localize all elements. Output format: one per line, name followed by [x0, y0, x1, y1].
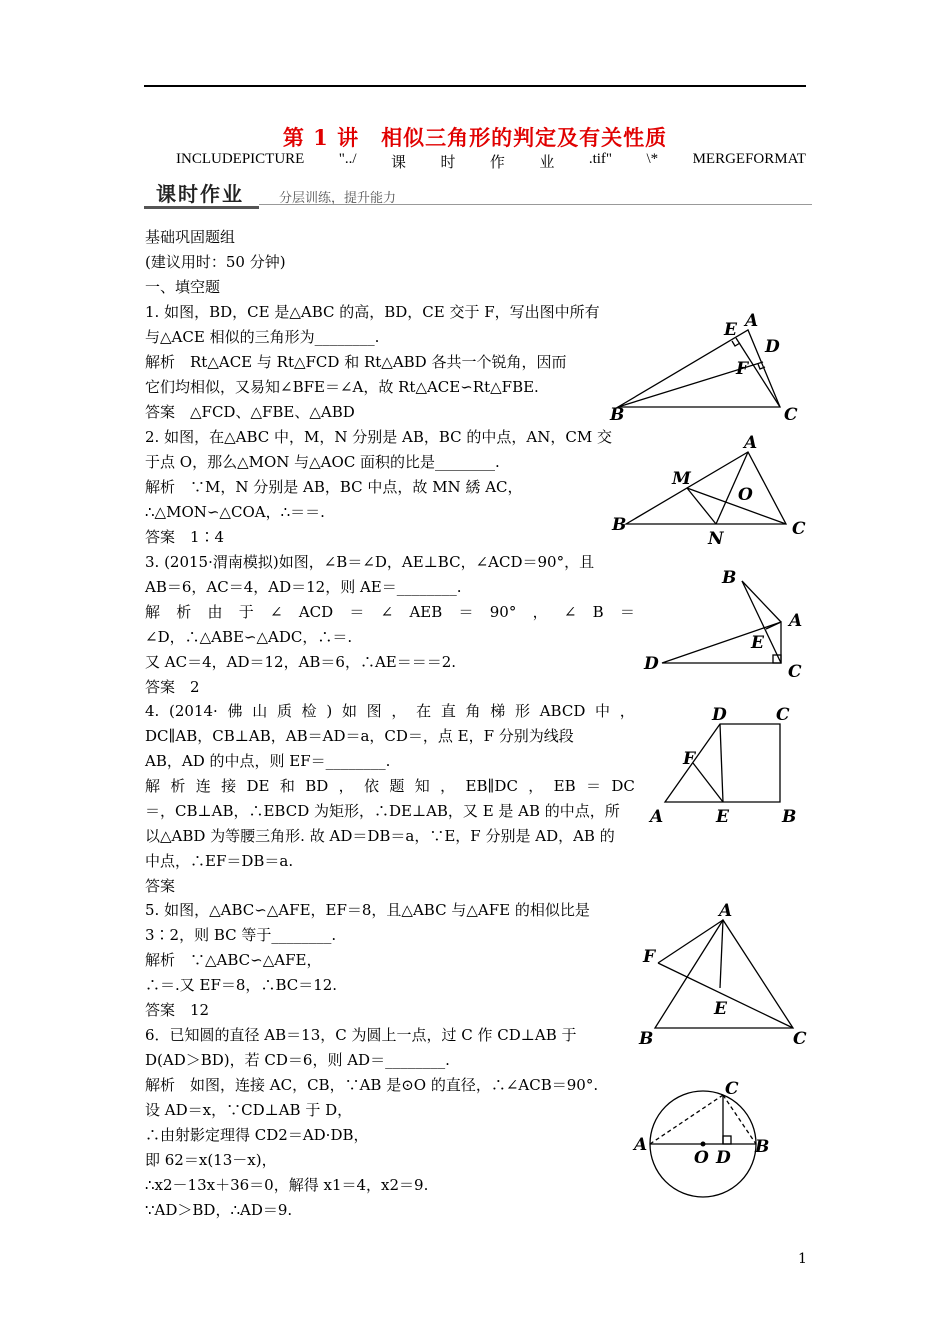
q3-line: AB＝6，AC＝4，AD＝12，则 AE＝________.	[145, 578, 462, 596]
figure-label: C	[784, 405, 798, 425]
q6-line: ∴x2－13x＋36＝0，解得 x1＝4，x2＝9.	[145, 1176, 429, 1194]
q3-line: 又 AC＝4，AD＝12，AB＝6，∴AE＝＝＝2.	[145, 653, 457, 671]
q1-line: 与△ACE 相似的三角形为________.	[145, 328, 380, 346]
q4-line: AB，AD 的中点，则 EF＝________.	[145, 752, 391, 770]
q6-line: 6．已知圆的直径 AB＝13，C 为圆上一点，过 C 作 CD⊥AB 于	[145, 1026, 577, 1044]
figure-label: D	[712, 705, 727, 725]
q6-line: 设 AD＝x，∵CD⊥AB 于 D，	[145, 1101, 353, 1119]
figure-label: D	[644, 654, 659, 674]
time-note: (建议用时：50 分钟)	[145, 253, 286, 271]
figure-label: C	[725, 1079, 739, 1099]
q5-line: 3∶2，则 BC 等于________.	[145, 926, 337, 944]
figure-label: M	[672, 469, 691, 489]
q2-line: ∴△MON∽△COA，∴＝＝.	[145, 503, 325, 521]
q5-line: 解析 ∵△ABC∽△AFE，	[145, 951, 322, 969]
field-code-token: .tif"	[588, 151, 613, 167]
figure-label: A	[745, 311, 759, 331]
figure-label: B	[610, 405, 625, 425]
figure-label: F	[643, 947, 656, 967]
field-code-token: 作	[489, 155, 505, 171]
q2-line: 2. 如图，在△ABC 中，M，N 分别是 AB，BC 的中点，AN，CM 交	[145, 428, 612, 446]
figure-label: C	[792, 519, 806, 539]
field-code-token: 业	[539, 155, 555, 171]
figure-label: B	[782, 807, 797, 827]
q2-line: 于点 O，那么△MON 与△AOC 面积的比是________.	[145, 453, 500, 471]
field-code-line	[176, 151, 806, 172]
q1-line: 解析 Rt△ACE 与 Rt△FCD 和 Rt△ABD 各共一个锐角，因而	[145, 353, 567, 371]
center-point	[701, 1142, 706, 1147]
banner-subtitle: 分层训练，提升能力	[279, 191, 397, 206]
figure-label: B	[755, 1137, 770, 1157]
figure-label: A	[719, 901, 733, 921]
q3-answer: 答案 2	[145, 678, 200, 696]
banner-label: 课时作业	[156, 182, 244, 206]
figure-3-triangles	[638, 566, 808, 684]
figure-5-triangles	[635, 898, 810, 1050]
q5-line: 5. 如图，△ABC∽△AFE，EF＝8，且△ABC 与△AFE 的相似比是	[145, 901, 590, 919]
figure-label: E	[714, 999, 727, 1019]
q4-answer: 答案	[145, 877, 176, 895]
q2-line: 解析 ∵M，N 分别是 AB，BC 中点，故 MN 綉 AC，	[145, 478, 523, 496]
q3-justified-line: 解 析 由 于 ∠ ACD ＝ ∠ AEB ＝ 90° ， ∠ B ＝	[145, 603, 635, 621]
figure-1-triangle	[608, 310, 808, 425]
q6-line: 解析 如图，连接 AC，CB，∵AB 是⊙O 的直径，∴∠ACB＝90°.	[145, 1076, 599, 1094]
figure-label: C	[776, 705, 790, 725]
figure-label: O	[738, 485, 753, 505]
figure-label: C	[788, 662, 802, 682]
section-heading: 一、填空题	[145, 278, 221, 296]
q6-line: D(AD＞BD)，若 CD＝6，则 AD＝________.	[145, 1051, 450, 1069]
q4-justified-line: 解 析 连 接 DE 和 BD ， 依 题 知 ， EB∥DC ， EB ＝ DC	[145, 777, 635, 795]
group-title: 基础巩固题组	[145, 228, 236, 246]
q6-line: ∴由射影定理得 CD2＝AD·DB，	[145, 1126, 369, 1144]
q3-line: 3. (2015·渭南模拟)如图，∠B＝∠D，AE⊥BC，∠ACD＝90°，且	[145, 553, 595, 571]
field-code-token: \*	[646, 151, 659, 167]
q1-answer: 答案 △FCD、△FBE、△ABD	[145, 403, 355, 421]
homework-banner	[144, 176, 812, 208]
field-code-token: INCLUDEPICTURE	[176, 151, 305, 167]
q2-answer: 答案 1∶4	[145, 528, 225, 546]
figure-label: E	[716, 807, 729, 827]
field-code-token: 课	[391, 155, 407, 171]
figure-label: N	[708, 529, 724, 549]
figure-label: A	[634, 1135, 648, 1155]
figure-label: B	[722, 568, 737, 588]
q1-line: 1. 如图，BD，CE 是△ABC 的高，BD，CE 交于 F，写出图中所有	[145, 303, 600, 321]
figure-label: D	[765, 337, 780, 357]
q4-line: 以△ABD 为等腰三角形. 故 AD＝DB＝a，∵E，F 分别是 AD，AB 的	[145, 827, 615, 845]
figure-label: A	[650, 807, 664, 827]
q5-answer: 答案 12	[145, 1001, 210, 1019]
page-number: 1	[798, 1251, 807, 1267]
figure-label: O	[694, 1148, 709, 1168]
figure-label: B	[639, 1029, 654, 1049]
figure-label: F	[683, 749, 696, 769]
q4-justified-line: 4. (2014· 佛 山 质 检 ) 如 图 ， 在 直 角 梯 形 ABCD 中 ，	[145, 702, 635, 720]
figure-label: A	[744, 433, 758, 453]
field-code-token: "../	[338, 151, 357, 167]
q3-line: ∠D，∴△ABE∽△ADC，∴＝.	[145, 628, 353, 646]
figure-label: A	[789, 611, 803, 631]
figure-label: F	[736, 359, 749, 379]
figure-label: C	[793, 1029, 807, 1049]
figure-label: E	[751, 633, 764, 653]
figure-2-triangle	[608, 432, 808, 550]
q6-line: 即 62＝x(13－x)，	[145, 1151, 277, 1169]
q1-line: 它们均相似，又易知∠BFE＝∠A，故 Rt△ACE∽Rt△FBE.	[145, 378, 539, 396]
figure-4-trapezoid	[645, 702, 805, 828]
figure-6-circle	[630, 1076, 780, 1200]
q6-line: ∵AD＞BD，∴AD＝9.	[145, 1201, 293, 1219]
field-code-token: MERGEFORMAT	[692, 151, 806, 167]
header-rule	[144, 85, 806, 87]
q4-line: DC∥AB，CB⊥AB，AB＝AD＝a，CD＝，点 E，F 分别为线段	[145, 727, 574, 745]
q4-line: ＝，CB⊥AB，∴EBCD 为矩形，∴DE⊥AB，又 E 是 AB 的中点，所	[145, 802, 620, 820]
figure-label: B	[612, 515, 627, 535]
q5-line: ∴＝.又 EF＝8，∴BC＝12.	[145, 976, 338, 994]
field-code-token: 时	[440, 155, 456, 171]
q4-line: 中点，∴EF＝DB＝a.	[145, 852, 294, 870]
figure-label: E	[724, 320, 737, 340]
page-title: 第 1 讲 相似三角形的判定及有关性质	[282, 125, 668, 150]
figure-label: D	[716, 1148, 731, 1168]
